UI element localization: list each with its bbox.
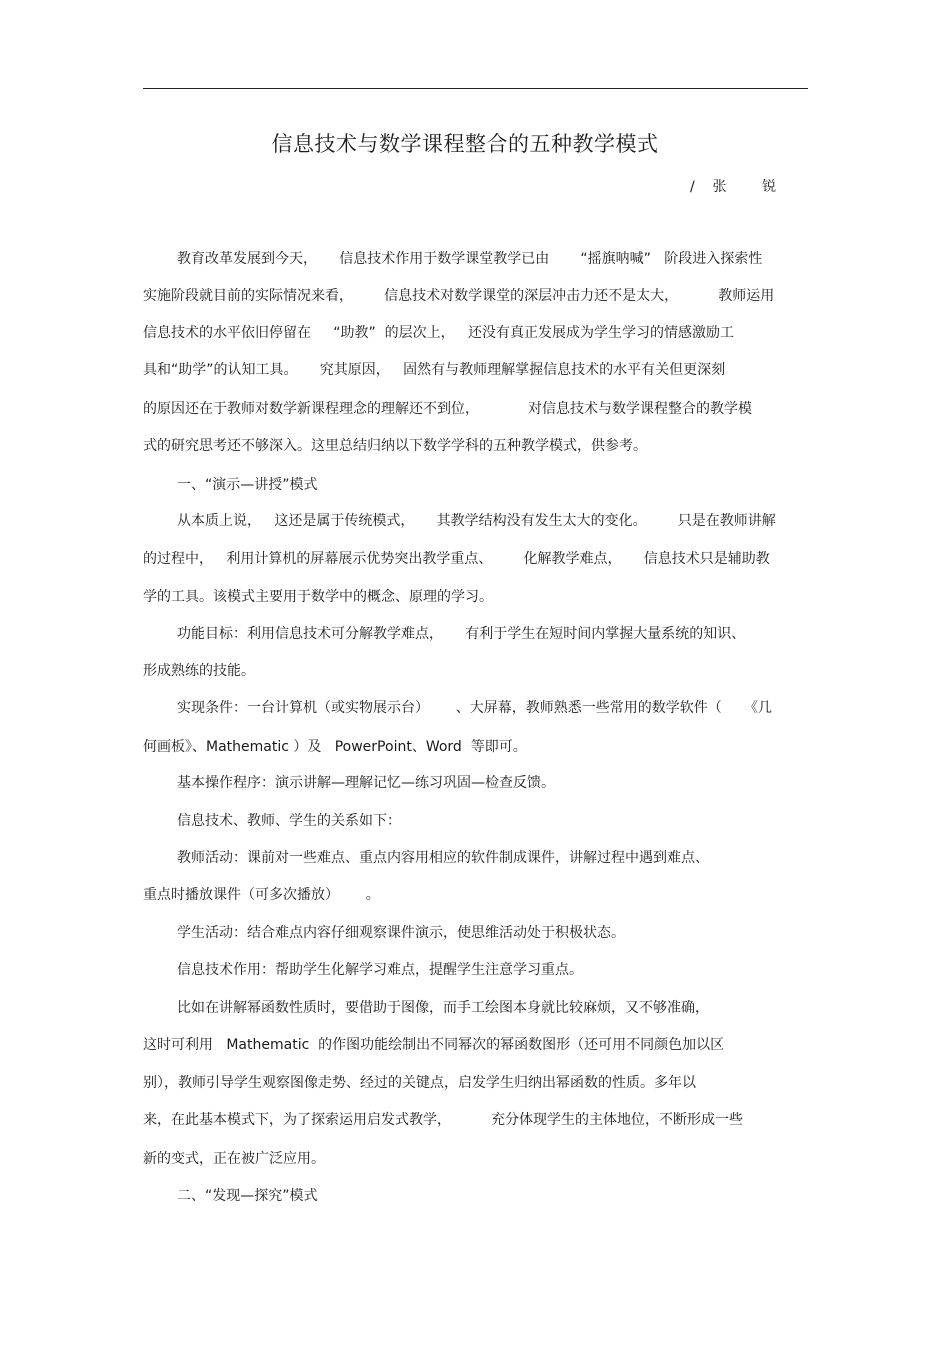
paragraph-line: 重点时播放课件（可多次播放） 。 [143,887,380,903]
paragraph-line: 信息技术的水平依旧停留在 “助教” 的层次上， 还没有真正发展成为学生学习的情感激励工 [143,325,735,341]
paragraph-line: 学的工具。该模式主要用于数学中的概念、原理的学习。 [143,589,493,605]
paragraph-line: 来，在此基本模式下，为了探索运用启发式教学， 充分体现学生的主体地位，不断形成一些 [143,1112,744,1128]
paragraph-line: 式的研究思考还不够深入。这里总结归纳以下数学学科的五种教学模式，供参考。 [143,438,647,454]
paragraph-line: 功能目标：利用信息技术可分解教学难点， 有利于学生在短时间内掌握大量系统的知识、 [177,626,746,642]
paragraph-line: 新的变式，正在被广泛应用。 [143,1151,325,1167]
paragraph-line: 何画板》、Mathematic ）及 PowerPoint、Word 等即可。 [143,739,527,755]
paragraph-line: 形成熟练的技能。 [143,663,255,679]
paragraph-line: 教育改革发展到今天， 信息技术作用于数学课堂教学已由 “摇旗呐喊” 阶段进入探索性 [177,251,763,267]
paragraph-line: 的原因还在于教师对数学新课程理念的理解还不到位， 对信息技术与数学课程整合的教学模 [143,401,752,417]
paragraph-line: 从本质上说， 这还是属于传统模式， 其教学结构没有发生太大的变化。 只是在教师讲解 [177,513,776,529]
paragraph-line: 别），教师引导学生观察图像走势、经过的关键点，启发学生归纳出幂函数的性质。多年以 [143,1075,696,1091]
paragraph-line: 的过程中， 利用计算机的屏幕展示优势突出教学重点、 化解教学难点， 信息技术只是辅助教 [143,551,770,567]
paragraph-line: 信息技术、教师、学生的关系如下： [177,813,401,829]
section-heading: 一、“演示—讲授”模式 [177,477,318,493]
paragraph-line: 实施阶段就目前的实际情况来看， 信息技术对数学课堂的深层冲击力还不是太大， 教师运用 [143,288,775,304]
paragraph-line: 实现条件：一台计算机（或实物展示台） 、大屏幕，教师熟悉一些常用的数学软件（ 《几 [177,700,772,716]
paragraph-line: 信息技术作用：帮助学生化解学习难点，提醒学生注意学习重点。 [177,962,583,978]
paragraph-line: 这时可利用 Mathematic 的作图功能绘制出不同幂次的幂函数图形（还可用不同颜色加以区 [143,1037,725,1053]
header-rule [143,88,808,89]
paragraph-line: 比如在讲解幂函数性质时，要借助于图像，而手工绘图本身就比较麻烦，又不够准确， [177,1000,709,1016]
author-line: / 张 锐 [690,179,777,195]
document-title: 信息技术与数学课程整合的五种教学模式 [271,132,659,156]
paragraph-line: 基本操作程序：演示讲解—理解记忆—练习巩固—检查反馈。 [177,775,555,791]
paragraph-line: 教师活动：课前对一些难点、重点内容用相应的软件制成课件，讲解过程中遇到难点、 [177,850,709,866]
paragraph-line: 具和“助学”的认知工具。 究其原因， 固然有与教师理解掌握信息技术的水平有关但更深刻 [143,362,726,378]
paragraph-line: 学生活动：结合难点内容仔细观察课件演示，使思维活动处于积极状态。 [177,925,625,941]
section-heading: 二、“发现—探究”模式 [177,1188,318,1204]
